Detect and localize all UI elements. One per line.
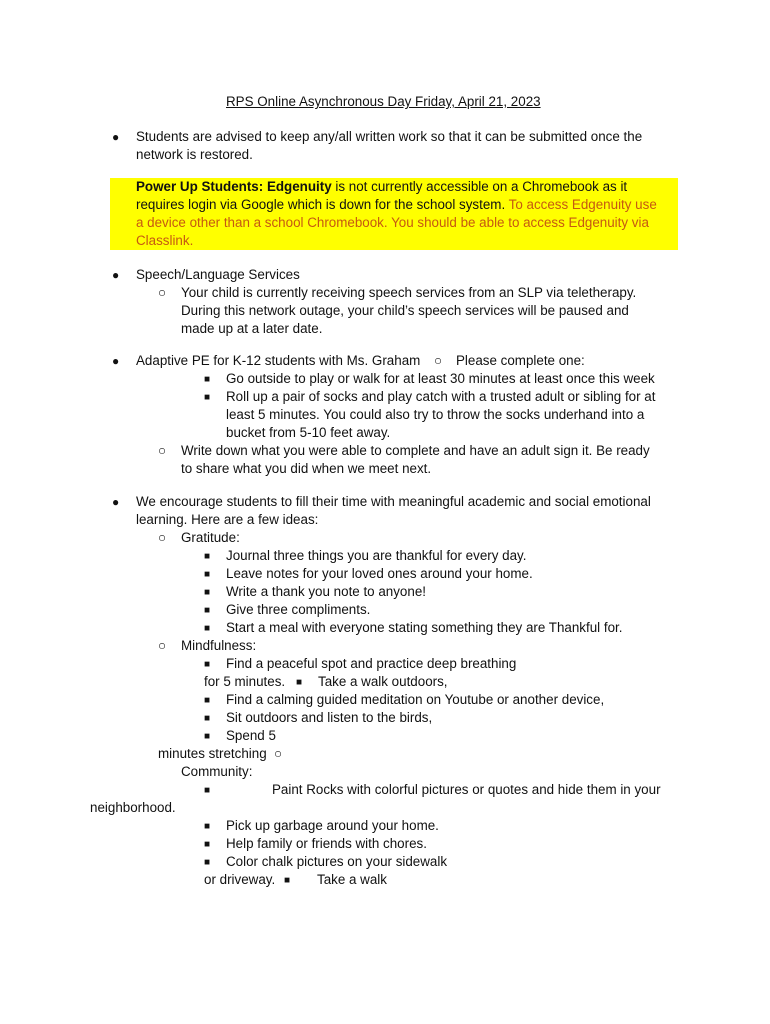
square-marker: ■ [204, 821, 211, 832]
square-marker: ■ [204, 839, 211, 850]
gratitude-item-4: Give three compliments. [226, 602, 371, 617]
pe-subheading: Please complete one: [456, 353, 585, 368]
square-marker: ■ [204, 551, 211, 562]
square-marker: ■ [204, 569, 211, 580]
square-marker: ■ [204, 605, 211, 616]
speech-heading: Speech/Language Services [136, 267, 300, 282]
community-item-2: Pick up garbage around your home. [226, 818, 439, 833]
mindfulness-item-5-cont: minutes stretching [158, 746, 267, 761]
circle-marker: ○ [158, 443, 167, 458]
mindfulness-heading: Mindfulness: [181, 638, 257, 653]
pe-write-line-2: to share what you did when we meet next. [181, 461, 432, 476]
mindfulness-item-4: Sit outdoors and listen to the birds, [226, 710, 433, 725]
notice-line-1: Students are advised to keep any/all written work so that it can be submitted once the [136, 129, 643, 144]
notice-line-2: network is restored. [136, 147, 253, 162]
bullet-marker: ● [112, 130, 120, 144]
pe-heading: Adaptive PE for K-12 students with Ms. Graham [136, 353, 421, 368]
encourage-line-1: We encourage students to fill their time with meaningful academic and social emotional [136, 494, 651, 509]
mindfulness-item-1: Find a peaceful spot and practice deep breathing [226, 656, 517, 671]
square-marker: ■ [204, 374, 211, 385]
power-up-line-4: Classlink. [136, 233, 194, 248]
mindfulness-item-1-cont: for 5 minutes. [204, 674, 286, 689]
circle-marker: ○ [274, 746, 283, 761]
pe-option-2-line-2: least 5 minutes. You could also try to throw the socks underhand into a [226, 407, 645, 422]
community-item-1: Paint Rocks with colorful pictures or quotes and hide them in your [272, 782, 661, 797]
square-marker: ■ [204, 392, 211, 403]
gratitude-item-5: Start a meal with everyone stating something they are Thankful for. [226, 620, 623, 635]
square-marker: ■ [204, 623, 211, 634]
pe-option-1: Go outside to play or walk for at least 30 minutes at least once this week [226, 371, 655, 386]
community-item-1-cont: neighborhood. [90, 800, 176, 815]
bullet-marker: ● [112, 268, 120, 282]
speech-line-2: During this network outage, your child’s speech services will be paused and [181, 303, 629, 318]
square-marker: ■ [204, 857, 211, 868]
community-item-5: Take a walk [317, 872, 387, 887]
encourage-line-2: learning. Here are a few ideas: [136, 512, 319, 527]
power-up-heading: Power Up Students: Edgenuity [136, 179, 332, 194]
square-marker: ■ [204, 731, 211, 742]
document-title: RPS Online Asynchronous Day Friday, April 21, 2023 [226, 94, 541, 109]
square-marker: ■ [296, 677, 303, 688]
speech-line-3: made up at a later date. [181, 321, 323, 336]
gratitude-heading: Gratitude: [181, 530, 240, 545]
pe-option-2-line-1: Roll up a pair of socks and play catch with a trusted adult or sibling for at [226, 389, 656, 404]
circle-marker: ○ [158, 285, 167, 300]
square-marker: ■ [204, 713, 211, 724]
bullet-marker: ● [112, 495, 120, 509]
circle-marker: ○ [434, 353, 443, 368]
pe-option-2-line-3: bucket from 5-10 feet away. [226, 425, 391, 440]
gratitude-item-1: Journal three things you are thankful for every day. [226, 548, 527, 563]
mindfulness-item-5: Spend 5 [226, 728, 276, 743]
gratitude-item-2: Leave notes for your loved ones around your home. [226, 566, 533, 581]
bullet-marker: ● [112, 354, 120, 368]
community-item-4: Color chalk pictures on your sidewalk [226, 854, 448, 869]
community-item-3: Help family or friends with chores. [226, 836, 427, 851]
community-heading: Community: [181, 764, 253, 779]
square-marker: ■ [204, 785, 211, 796]
gratitude-item-3: Write a thank you note to anyone! [226, 584, 426, 599]
speech-line-1: Your child is currently receiving speech services from an SLP via teletherapy. [181, 285, 637, 300]
power-up-line-2: requires login via Google which is down for the school system. To access Edgenuity use [136, 197, 657, 212]
circle-marker: ○ [158, 638, 167, 653]
square-marker: ■ [284, 875, 291, 886]
square-marker: ■ [204, 695, 211, 706]
pe-write-line-1: Write down what you were able to complete and have an adult sign it. Be ready [181, 443, 650, 458]
circle-marker: ○ [158, 530, 167, 545]
square-marker: ■ [204, 659, 211, 670]
mindfulness-item-3: Find a calming guided meditation on Youtube or another device, [226, 692, 605, 707]
community-item-4-cont: or driveway. [204, 872, 276, 887]
mindfulness-item-2: Take a walk outdoors, [318, 674, 448, 689]
power-up-line-3: a device other than a school Chromebook. You should be able to access Edgenuity via [136, 215, 649, 230]
power-up-line-1: Power Up Students: Edgenuity is not currently accessible on a Chromebook as it [136, 179, 628, 194]
square-marker: ■ [204, 587, 211, 598]
